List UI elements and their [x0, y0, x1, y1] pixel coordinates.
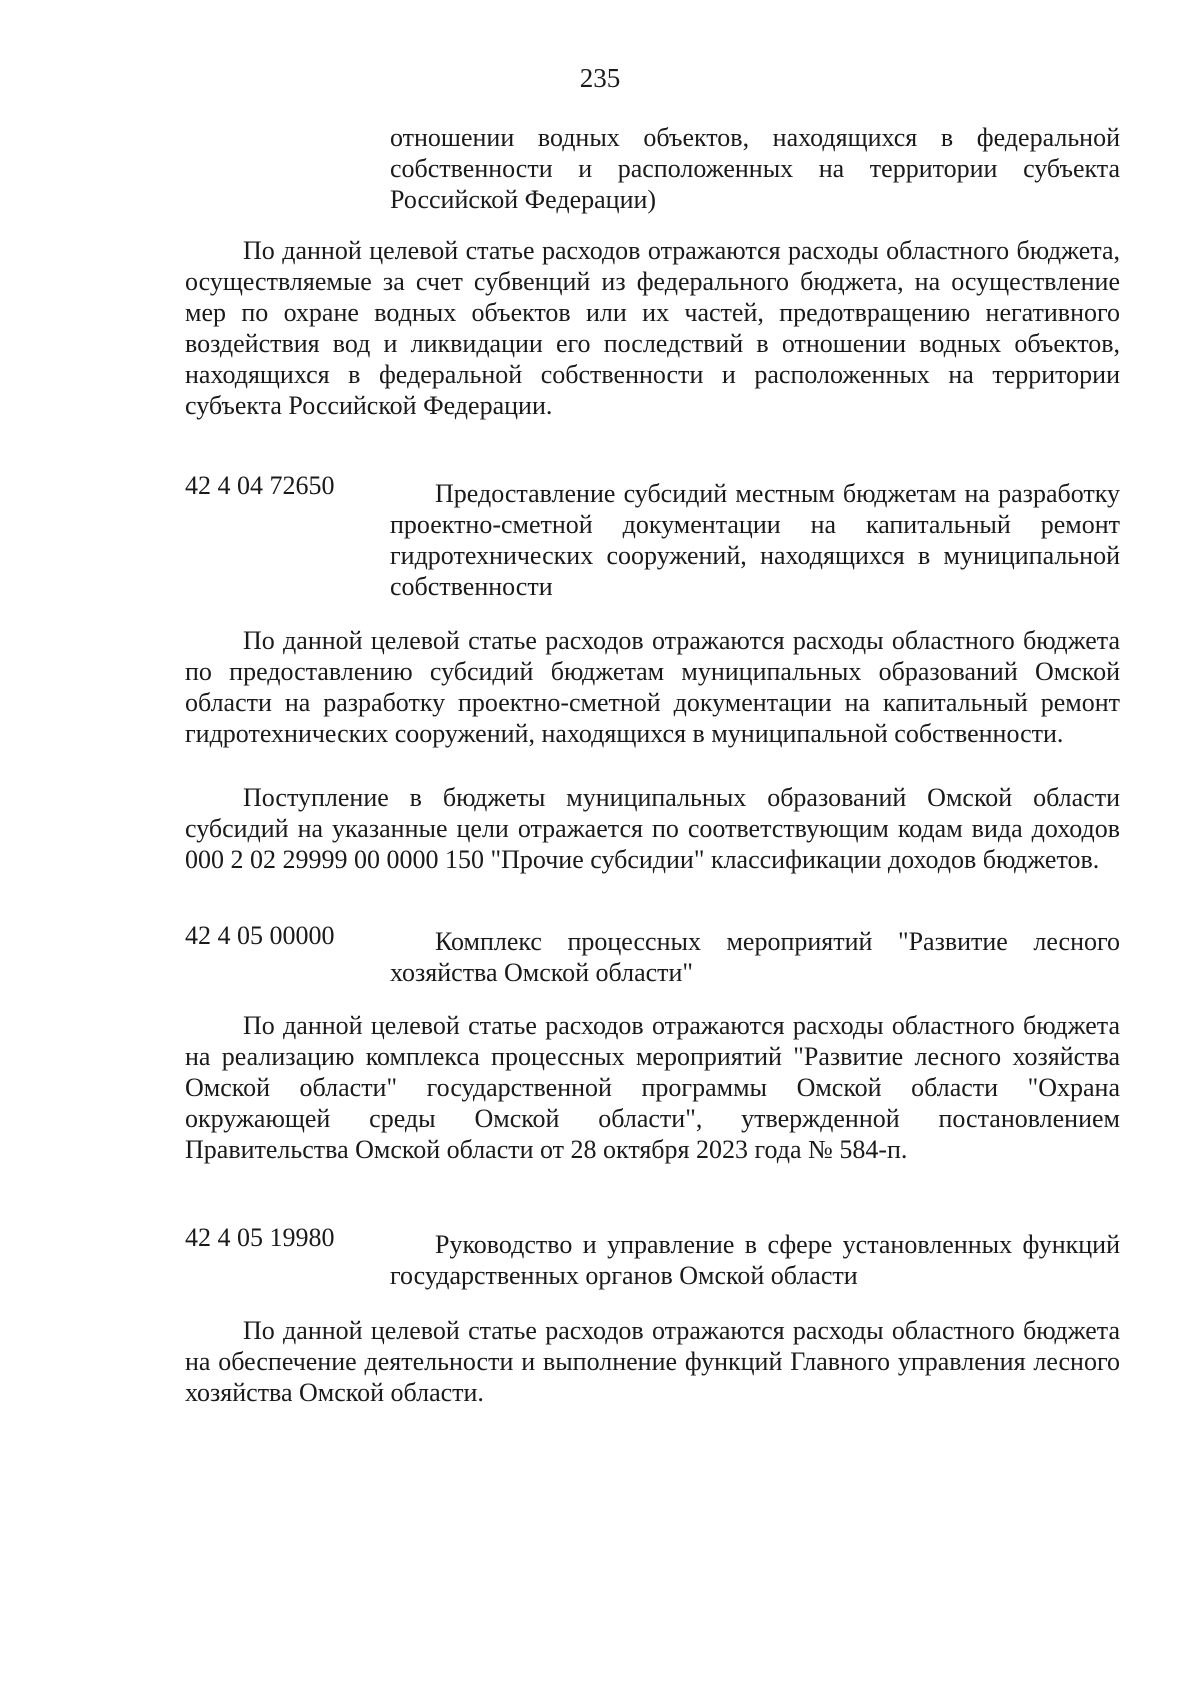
paragraph-subsidy-income-codes: Поступление в бюджеты муниципальных образований Омской области субсидий на указанные цели отражается по соответствующим кодам вида доходов 000 2 02 29999 00 0000 150 "Прочие субсидии" классификации доходов бюджетов.	[185, 783, 1120, 874]
target-article-title-42-4-04-72650: Предоставление субсидий местным бюджетам на разработку проектно-сметной документации на капитальный ремонт гидротехнических сооружений, находящихся в муниципальной собственности	[390, 479, 1120, 601]
target-article-code-42-4-05-19980: 42 4 05 19980	[185, 1223, 335, 1252]
paragraph-subsidy-municipal-budgets: По данной целевой статье расходов отражаются расходы областного бюджета по предоставлению субсидий бюджетам муниципальных образований Омской области на разработку проектно-сметной документации на капитальный ремонт гидротехнических сооружений, находящихся в муниципальной собственности.	[185, 626, 1120, 748]
target-article-title-42-4-05-00000: Комплекс процессных мероприятий "Развитие лесного хозяйства Омской области"	[390, 927, 1120, 987]
target-article-title-42-4-05-19980: Руководство и управление в сфере установленных функций государственных органов Омской области	[390, 1230, 1120, 1290]
target-article-code-42-4-05-00000: 42 4 05 00000	[185, 921, 335, 950]
page-number: 235	[579, 63, 621, 93]
paragraph-forestry-administration: По данной целевой статье расходов отражаются расходы областного бюджета на обеспечение деятельности и выполнение функций Главного управления лесного хозяйства Омской области.	[185, 1316, 1120, 1407]
continued-entry-title: отношении водных объектов, находящихся в федеральной собственности и расположенных на территории субъекта Российской Федерации)	[390, 123, 1120, 214]
paragraph-forestry-program: По данной целевой статье расходов отражаются расходы областного бюджета на реализацию комплекса процессных мероприятий "Развитие лесного хозяйства Омской области" государственной программы Омской области "Охрана окружающей среды Омской области", утвержденной постановлением Правительства Омской области от 28 октября 2023 года № 584-п.	[185, 1011, 1120, 1164]
target-article-code-42-4-04-72650: 42 4 04 72650	[185, 471, 335, 500]
paragraph-subvention-water-objects: По данной целевой статье расходов отражаются расходы областного бюджета, осуществляемые за счет субвенций из федерального бюджета, на осуществление мер по охране водных объектов или их частей, предотвращению негативного воздействия вод и ликвидации его последствий в отношении водных объектов, находящихся в федеральной собственности и расположенных на территории субъекта Российской Федерации.	[185, 236, 1120, 420]
